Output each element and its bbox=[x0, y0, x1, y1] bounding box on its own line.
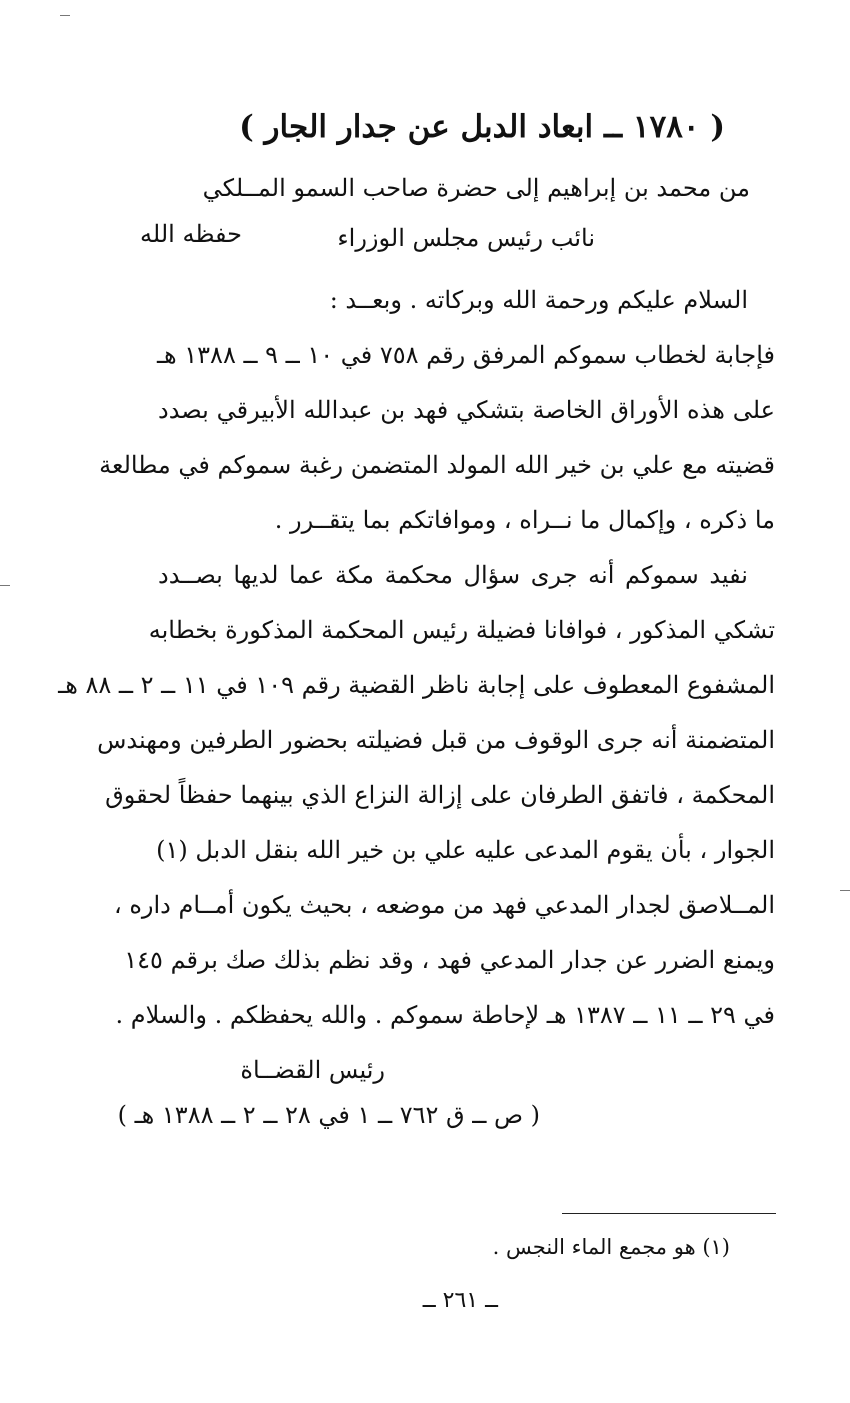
footnote-divider bbox=[562, 1213, 776, 1214]
greeting: السلام عليكم ورحمة الله وبركاته . وبعــد : bbox=[329, 286, 748, 314]
scan-mark bbox=[60, 15, 70, 16]
body-line: ما ذكره ، وإكمال ما نــراه ، وموافاتكم بما يتقــرر . bbox=[274, 506, 775, 534]
page-title: ( ١٧٨٠ ــ ابعاد الدبل عن جدار الجار ) bbox=[239, 109, 725, 145]
reference-note: ( ص ــ ق ٧٦٢ ــ ١ في ٢٨ ــ ٢ ــ ١٣٨٨ هـ ) bbox=[117, 1101, 540, 1129]
body-line: على هذه الأوراق الخاصة بتشكي فهد بن عبدالله الأبيرقي بصدد bbox=[158, 396, 775, 424]
recipient-blessing: حفظه الله bbox=[140, 220, 242, 248]
scan-mark bbox=[840, 890, 850, 891]
sender-line: من محمد بن إبراهيم إلى حضرة صاحب السمو المــلكي bbox=[202, 174, 750, 202]
body-line: فإجابة لخطاب سموكم المرفق رقم ٧٥٨ في ١٠ ــ ٩ ــ ١٣٨٨ هـ bbox=[156, 341, 775, 369]
footnote: (١) هو مجمع الماء النجس . bbox=[492, 1235, 730, 1259]
recipient-title: نائب رئيس مجلس الوزراء bbox=[337, 224, 595, 252]
body-line: في ٢٩ ــ ١١ ــ ١٣٨٧ هـ لإحاطة سموكم . والله يحفظكم . والسلام . bbox=[115, 1001, 775, 1029]
signature: رئيس القضــاة bbox=[240, 1056, 385, 1084]
scan-mark bbox=[0, 585, 10, 586]
body-line: تشكي المذكور ، فوافانا فضيلة رئيس المحكمة المذكورة بخطابه bbox=[148, 616, 775, 644]
body-line: المتضمنة أنه جرى الوقوف من قبل فضيلته بحضور الطرفين ومهندس bbox=[97, 726, 775, 754]
body-line: نفيد سموكم أنه جرى سؤال محكمة مكة عما لديها بصــدد bbox=[158, 561, 748, 589]
body-line: ويمنع الضرر عن جدار المدعي فهد ، وقد نظم بذلك صك برقم ١٤٥ bbox=[124, 946, 775, 974]
body-line: الجوار ، بأن يقوم المدعى عليه علي بن خير الله بنقل الدبل (١) bbox=[156, 836, 775, 864]
page-number: ــ ٢٦١ ــ bbox=[422, 1288, 498, 1313]
body-line: المحكمة ، فاتفق الطرفان على إزالة النزاع الذي بينهما حفظاً لحقوق bbox=[105, 781, 775, 809]
body-line: المشفوع المعطوف على إجابة ناظر القضية رقم ١٠٩ في ١١ ــ ٢ ــ ٨٨ هـ bbox=[58, 671, 775, 699]
body-line: المــلاصق لجدار المدعي فهد من موضعه ، بحيث يكون أمــام داره ، bbox=[113, 891, 775, 919]
body-line: قضيته مع علي بن خير الله المولد المتضمن رغبة سموكم في مطالعة bbox=[99, 451, 775, 479]
